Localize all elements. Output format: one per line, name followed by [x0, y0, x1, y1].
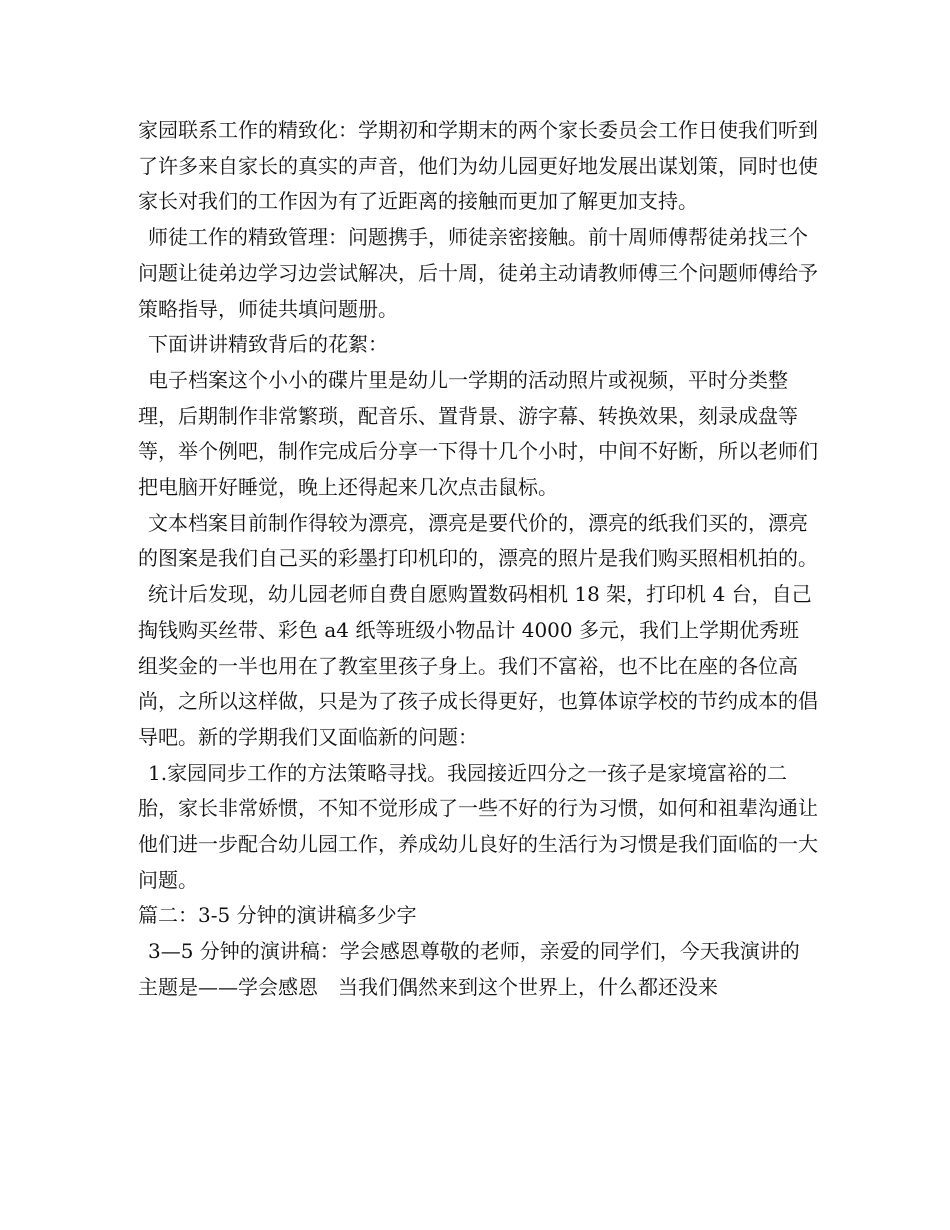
document-body [138, 113, 818, 1006]
paragraph-family-contact: 家园联系工作的精致化：学期初和学期末的两个家长委员会工作日使我们听到了许多来自家长的真实的声音，他们为幼儿园更好地发展出谋划策，同时也使家长对我们的工作因为有了近距离的接触而更加了解更加支持。 [138, 118, 818, 214]
section-heading-part-two: 篇二：3-5 分钟的演讲稿多少字 [138, 903, 417, 928]
paragraph-item-1: 1.家园同步工作的方法策略寻找。我园接近四分之一孩子是家境富裕的二胎，家长非常娇惯，不知不觉形成了一些不好的行为习惯，如何和祖辈沟通让他们进一步配合幼儿园工作，养成幼儿良好的生活行为习惯是我们面临的一大问题。 [138, 760, 818, 892]
paragraph-electronic-archive: 电子档案这个小小的碟片里是幼儿一学期的活动照片或视频，平时分类整理，后期制作非常繁琐，配音乐、置背景、游字幕、转换效果，刻录成盘等等，举个例吧，制作完成后分享一下得十几个小时，中间不好断，所以老师们把电脑开好睡觉，晚上还得起来几次点击鼠标。 [138, 367, 818, 500]
paragraph-behind-the-scenes: 下面讲讲精致背后的花絮： [148, 332, 388, 357]
paragraph-text-archive: 文本档案目前制作得较为漂亮，漂亮是要代价的，漂亮的纸我们买的，漂亮的图案是我们自己买的彩墨打印机印的，漂亮的照片是我们购买照相机拍的。 [138, 510, 818, 571]
paragraph-mentor-management: 师徒工作的精致管理：问题携手，师徒亲密接触。前十周师傅帮徒弟找三个问题让徒弟边学习边尝试解决，后十周，徒弟主动请教师傅三个问题师傅给予策略指导，师徒共填问题册。 [138, 225, 818, 321]
paragraph-speech-intro: 3—5 分钟的演讲稿：学会感恩尊敬的老师，亲爱的同学们，今天我演讲的主题是——学会感恩 当我们偶然来到这个世界上，什么都还没来 [138, 939, 800, 999]
paragraph-statistics: 统计后发现，幼儿园老师自费自愿购置数码相机 18 架，打印机 4 台，自己掏钱购买丝带、彩色 a4 纸等班级小物品计 4000 多元，我们上学期优秀班组奖金的一半也用在了教室里孩子身上。我们不富裕，也不比在座的各位高尚，之所以这样做，只是为了孩子成长得更好，也算体谅学校的节约成本的倡导吧。新的学期我们又面临新的问题： [138, 582, 818, 749]
